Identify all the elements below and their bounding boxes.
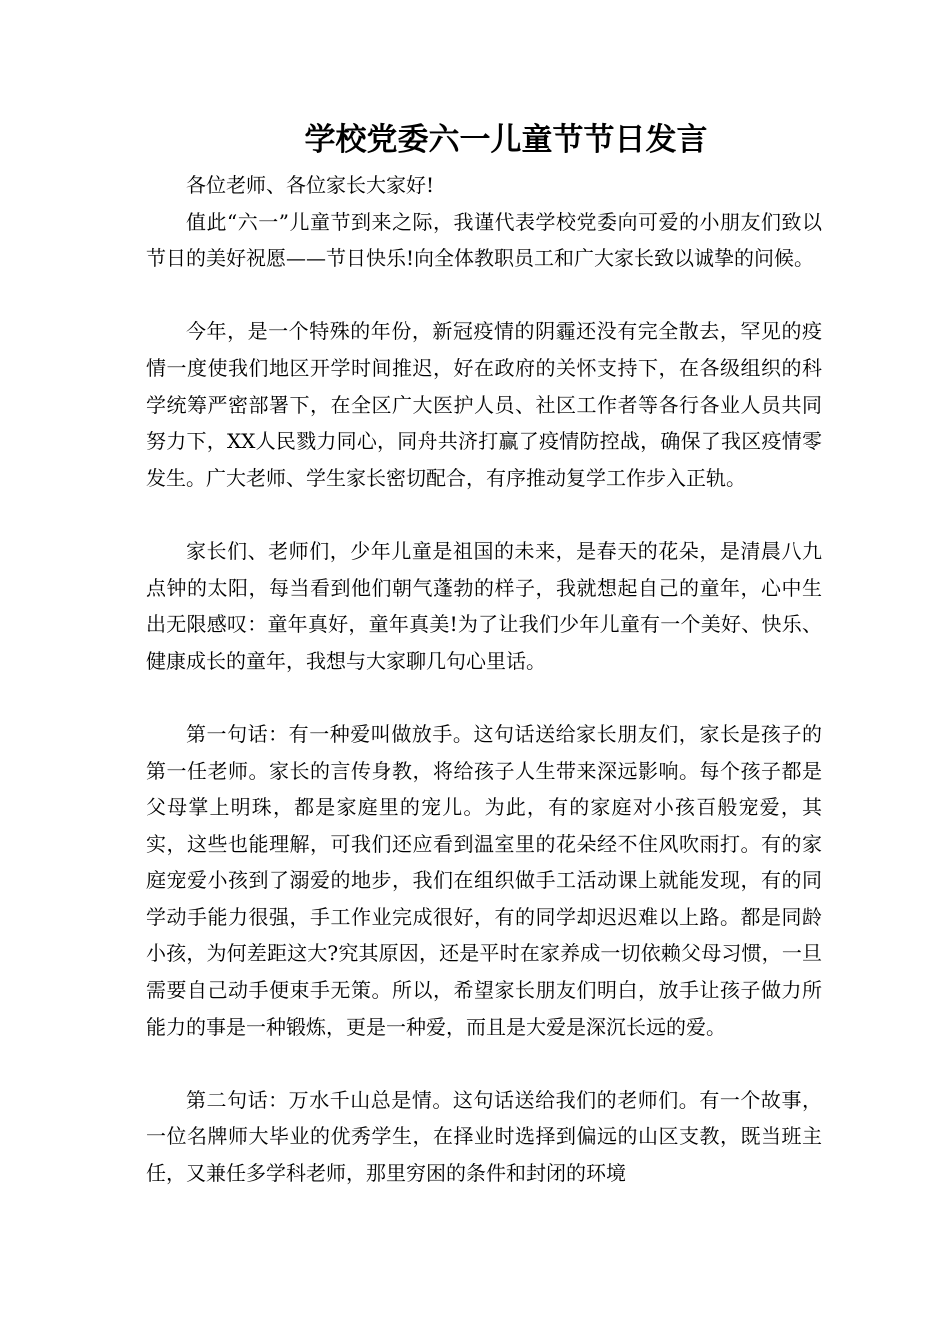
document-title: 学校党委六一儿童节节日发言: [304, 122, 708, 158]
paragraph-opening: 值此“六一”儿童节到来之际，我谨代表学校党委向可爱的小朋友们致以节日的美好祝愿——节日快乐!向全体教职员工和广大家长致以诚挚的问候。: [146, 209, 822, 271]
paragraph-greeting: 各位老师、各位家长大家好!: [186, 173, 435, 197]
paragraph-childhood: 家长们、老师们，少年儿童是祖国的未来，是春天的花朵，是清晨八九点钟的太阳，每当看到他们朝气蓬勃的样子，我就想起自己的童年，心中生出无限感叹：童年真好，童年真美!为了让我们少年儿童有一个美好、快乐、健康成长的童年，我想与大家聊几句心里话。: [146, 538, 822, 673]
document-body: [146, 167, 822, 1192]
paragraph-epidemic: 今年，是一个特殊的年份，新冠疫情的阴霾还没有完全散去，罕见的疫情一度使我们地区开学时间推迟，好在政府的关怀支持下，在各级组织的科学统筹严密部署下，在全区广大医护人员、社区工作者等各行各业人员共同努力下，XX人民戮力同心，同舟共济打赢了疫情防控战，确保了我区疫情零发生。广大老师、学生家长密切配合，有序推动复学工作步入正轨。: [146, 319, 822, 490]
paragraph-first-words: 第一句话：有一种爱叫做放手。这句话送给家长朋友们，家长是孩子的第一任老师。家长的言传身教，将给孩子人生带来深远影响。每个孩子都是父母掌上明珠，都是家庭里的宠儿。为此，有的家庭对小孩百般宠爱，其实，这些也能理解，可我们还应看到温室里的花朵经不住风吹雨打。有的家庭宠爱小孩到了溺爱的地步，我们在组织做手工活动课上就能发现，有的同学动手能力很强，手工作业完成很好，有的同学却迟迟难以上路。都是同龄小孩，为何差距这大?究其原因，还是平时在家养成一切依赖父母习惯，一旦需要自己动手便束手无策。所以，希望家长朋友们明白，放手让孩子做力所能力的事是一种锻炼，更是一种爱，而且是大爱是深沉长远的爱。: [146, 721, 822, 1039]
paragraph-second-words: 第二句话：万水千山总是情。这句话送给我们的老师们。有一个故事，一位名牌师大毕业的优秀学生，在择业时选择到偏远的山区支教，既当班主任，又兼任多学科老师，那里穷困的条件和封闭的环境: [146, 1087, 822, 1186]
